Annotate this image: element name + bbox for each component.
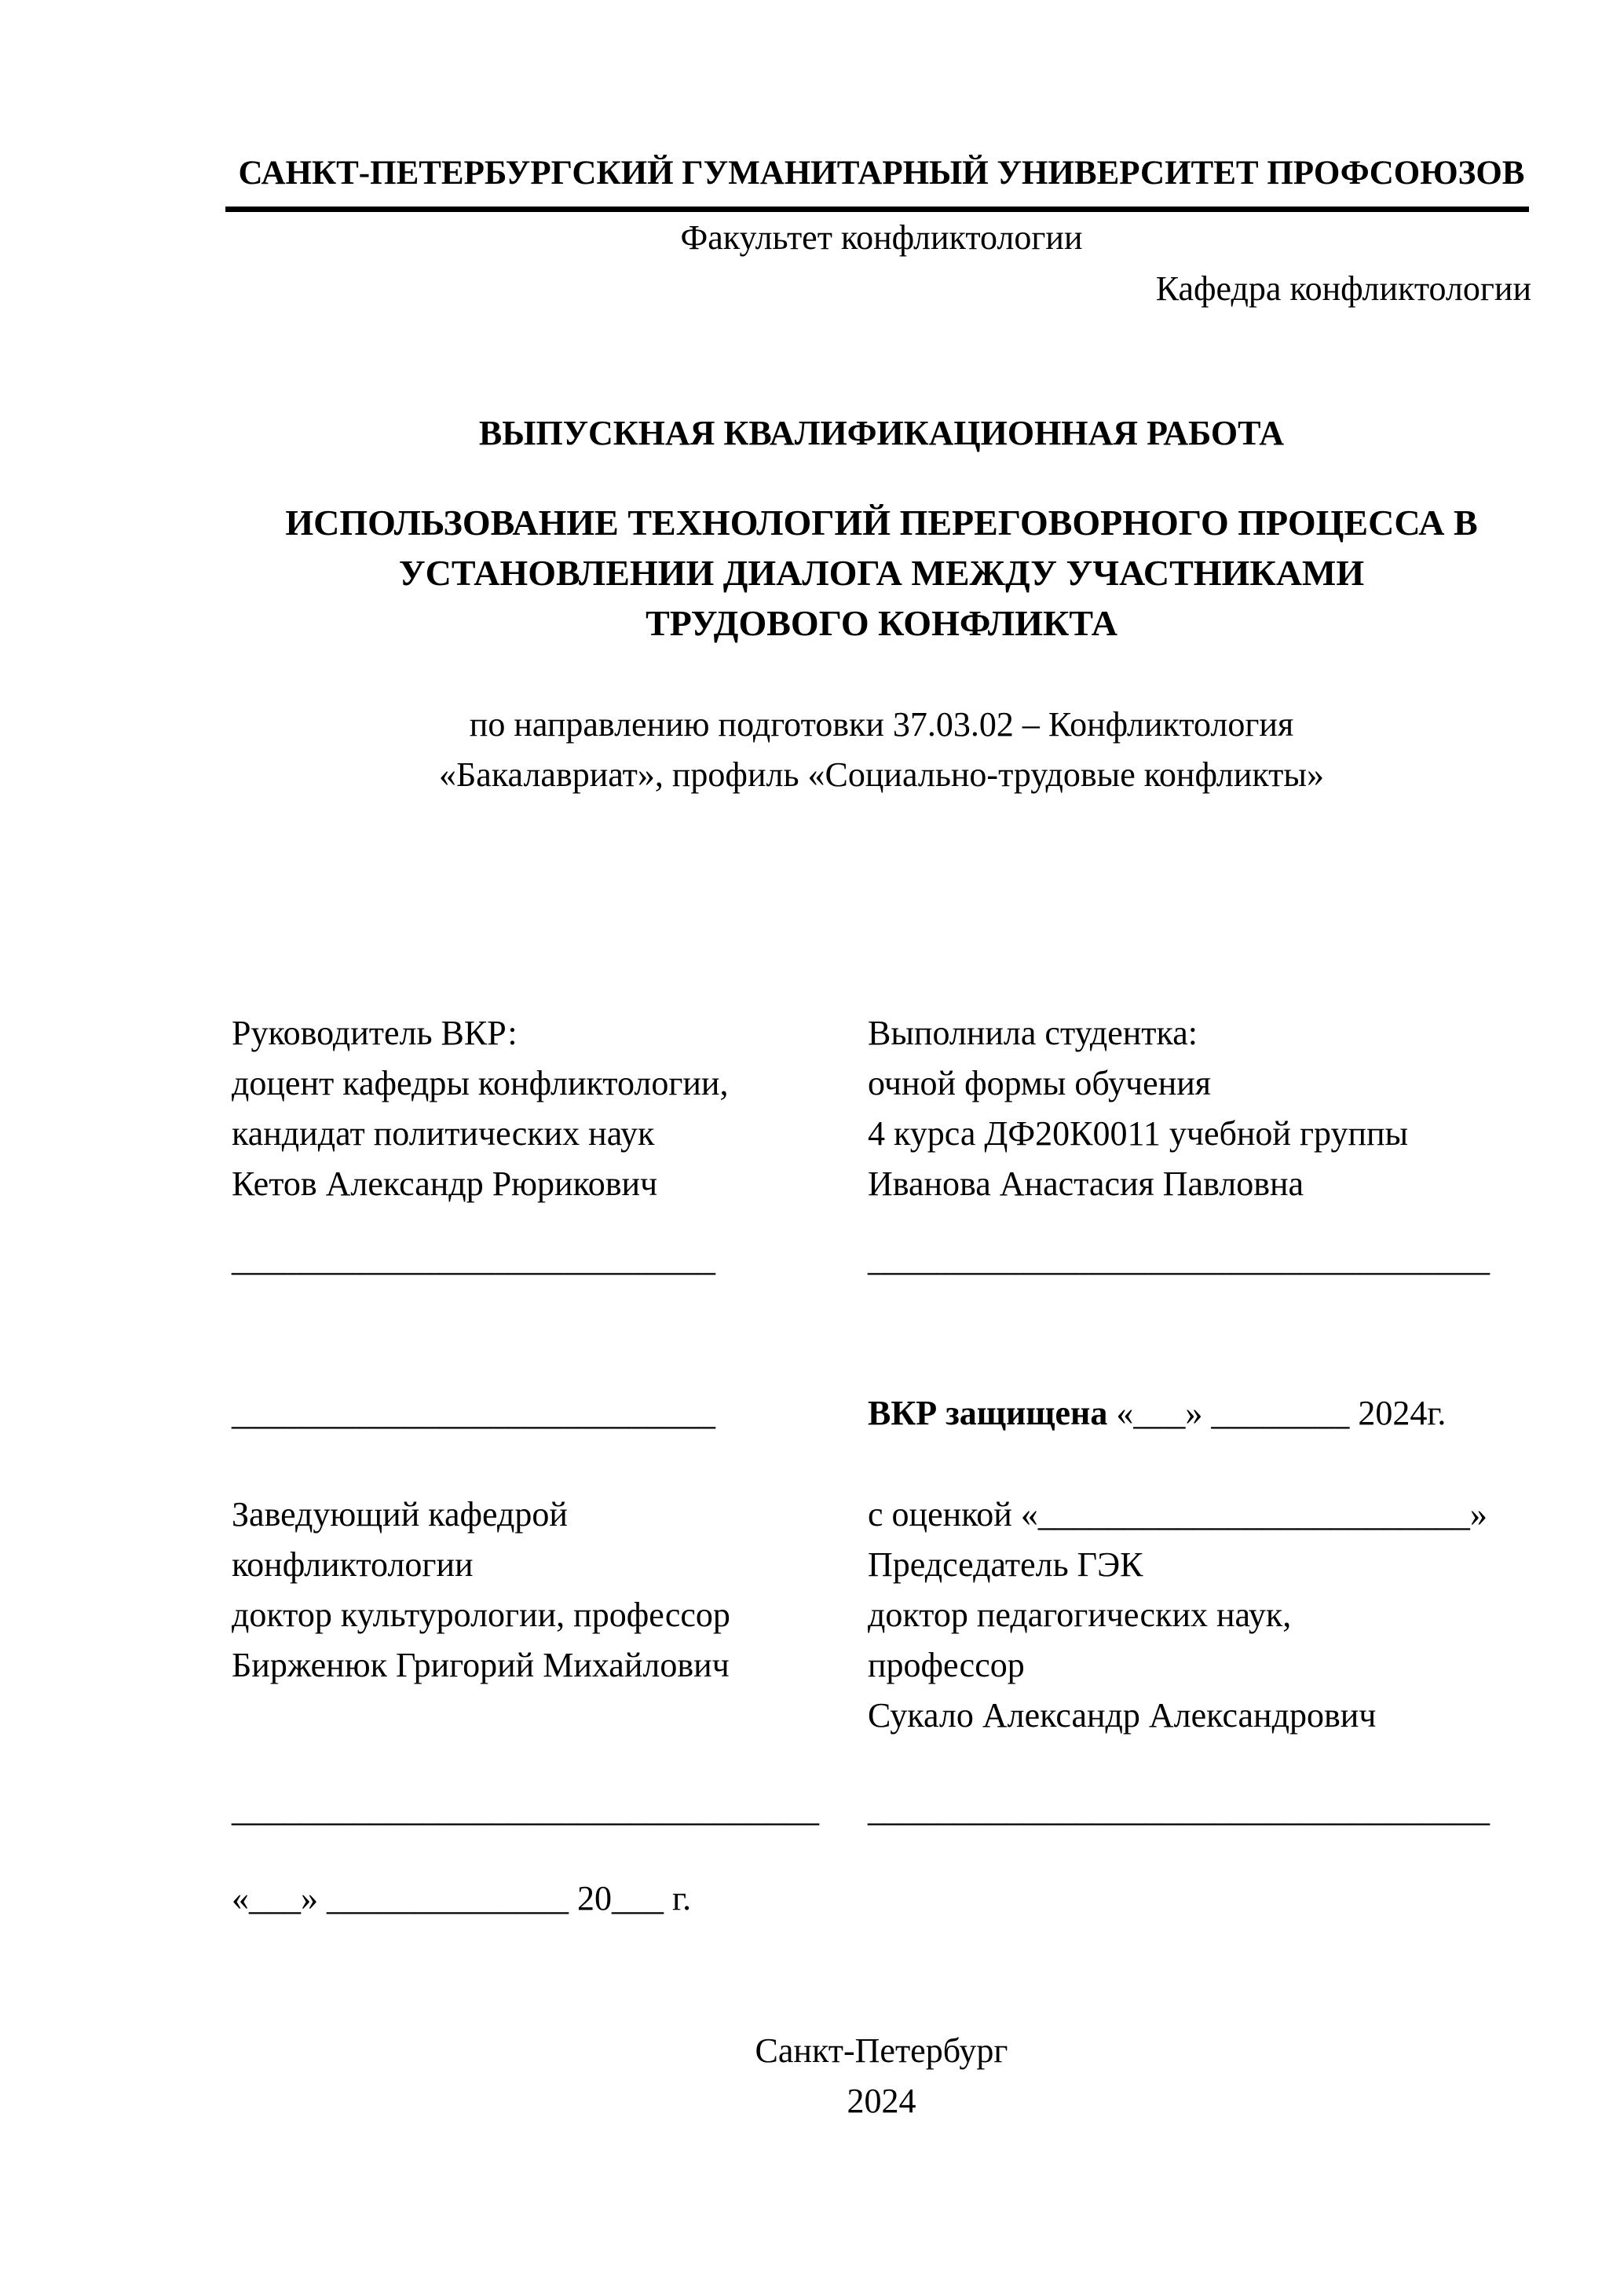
defended-label: ВКР защищена [868, 1394, 1108, 1432]
grade-line: с оценкой «_________________________» [868, 1495, 1487, 1534]
chairman-name: Сукало Александр Александрович [868, 1696, 1377, 1735]
head-date-line: «___» ______________ 20___ г. [232, 1879, 692, 1918]
head-degree: доктор культурологии, профессор [232, 1596, 730, 1634]
student-name: Иванова Анастасия Павловна [868, 1164, 1304, 1203]
supervisor-position: доцент кафедры конфликтологии, [232, 1064, 729, 1102]
chairman-heading: Председатель ГЭК [868, 1545, 1143, 1584]
thesis-title-line-1: ИСПОЛЬЗОВАНИЕ ТЕХНОЛОГИЙ ПЕРЕГОВОРНОГО ПРОЦЕССА В [285, 503, 1478, 543]
chairman-title: профессор [868, 1646, 1025, 1684]
student-group: 4 курса ДФ20К0011 учебной группы [868, 1114, 1409, 1153]
supervisor-heading: Руководитель ВКР: [232, 1014, 518, 1052]
department-line: Кафедра конфликтологии [1155, 269, 1531, 308]
program-profile-line: «Бакалавриат», профиль «Социально-трудовые конфликты» [439, 755, 1324, 794]
thesis-title [232, 498, 1531, 649]
student-heading: Выполнила студентка: [868, 1014, 1198, 1052]
defense-committee-block [868, 1490, 1487, 1741]
defense-date-row [868, 1388, 1446, 1439]
head-heading-line-2: конфликтологии [232, 1545, 474, 1584]
head-pre-signature-line: ____________________________ [232, 1394, 715, 1432]
program-direction-line: по направлению подготовки 37.03.02 – Конфликтология [469, 705, 1294, 744]
work-type-heading: ВЫПУСКНАЯ КВАЛИФИКАЦИОННАЯ РАБОТА [478, 414, 1285, 452]
student-block [868, 1008, 1408, 1209]
head-signature-line: __________________________________ [232, 1790, 819, 1829]
footer-city: Санкт-Петербург [755, 2031, 1008, 2070]
thesis-title-line-3: ТРУДОВОГО КОНФЛИКТА [646, 603, 1117, 643]
student-signature-line: ____________________________________ [868, 1240, 1490, 1278]
head-heading-line-1: Заведующий кафедрой [232, 1495, 568, 1534]
supervisor-block [232, 1008, 728, 1209]
head-of-department-block [232, 1490, 730, 1691]
university-name: САНКТ-ПЕТЕРБУРГСКИЙ ГУМАНИТАРНЫЙ УНИВЕРСИТЕТ ПРОФСОЮЗОВ [238, 155, 1525, 192]
head-name: Бирженюк Григорий Михайлович [232, 1646, 730, 1684]
page-content [232, 0, 1531, 2296]
footer-year: 2024 [847, 2082, 916, 2120]
supervisor-signature-line: ____________________________ [232, 1240, 715, 1278]
chairman-degree: доктор педагогических наук, [868, 1596, 1292, 1634]
chairman-signature-line: ____________________________________ [868, 1790, 1490, 1829]
supervisor-degree: кандидат политических наук [232, 1114, 655, 1153]
student-study-form: очной формы обучения [868, 1064, 1212, 1102]
supervisor-name: Кетов Александр Рюрикович [232, 1164, 658, 1203]
thesis-title-line-2: УСТАНОВЛЕНИИ ДИАЛОГА МЕЖДУ УЧАСТНИКАМИ [398, 553, 1365, 593]
defended-blank: «___» ________ 2024г. [1107, 1394, 1447, 1432]
faculty-line: Факультет конфликтологии [680, 218, 1083, 257]
header-rule [225, 207, 1529, 212]
